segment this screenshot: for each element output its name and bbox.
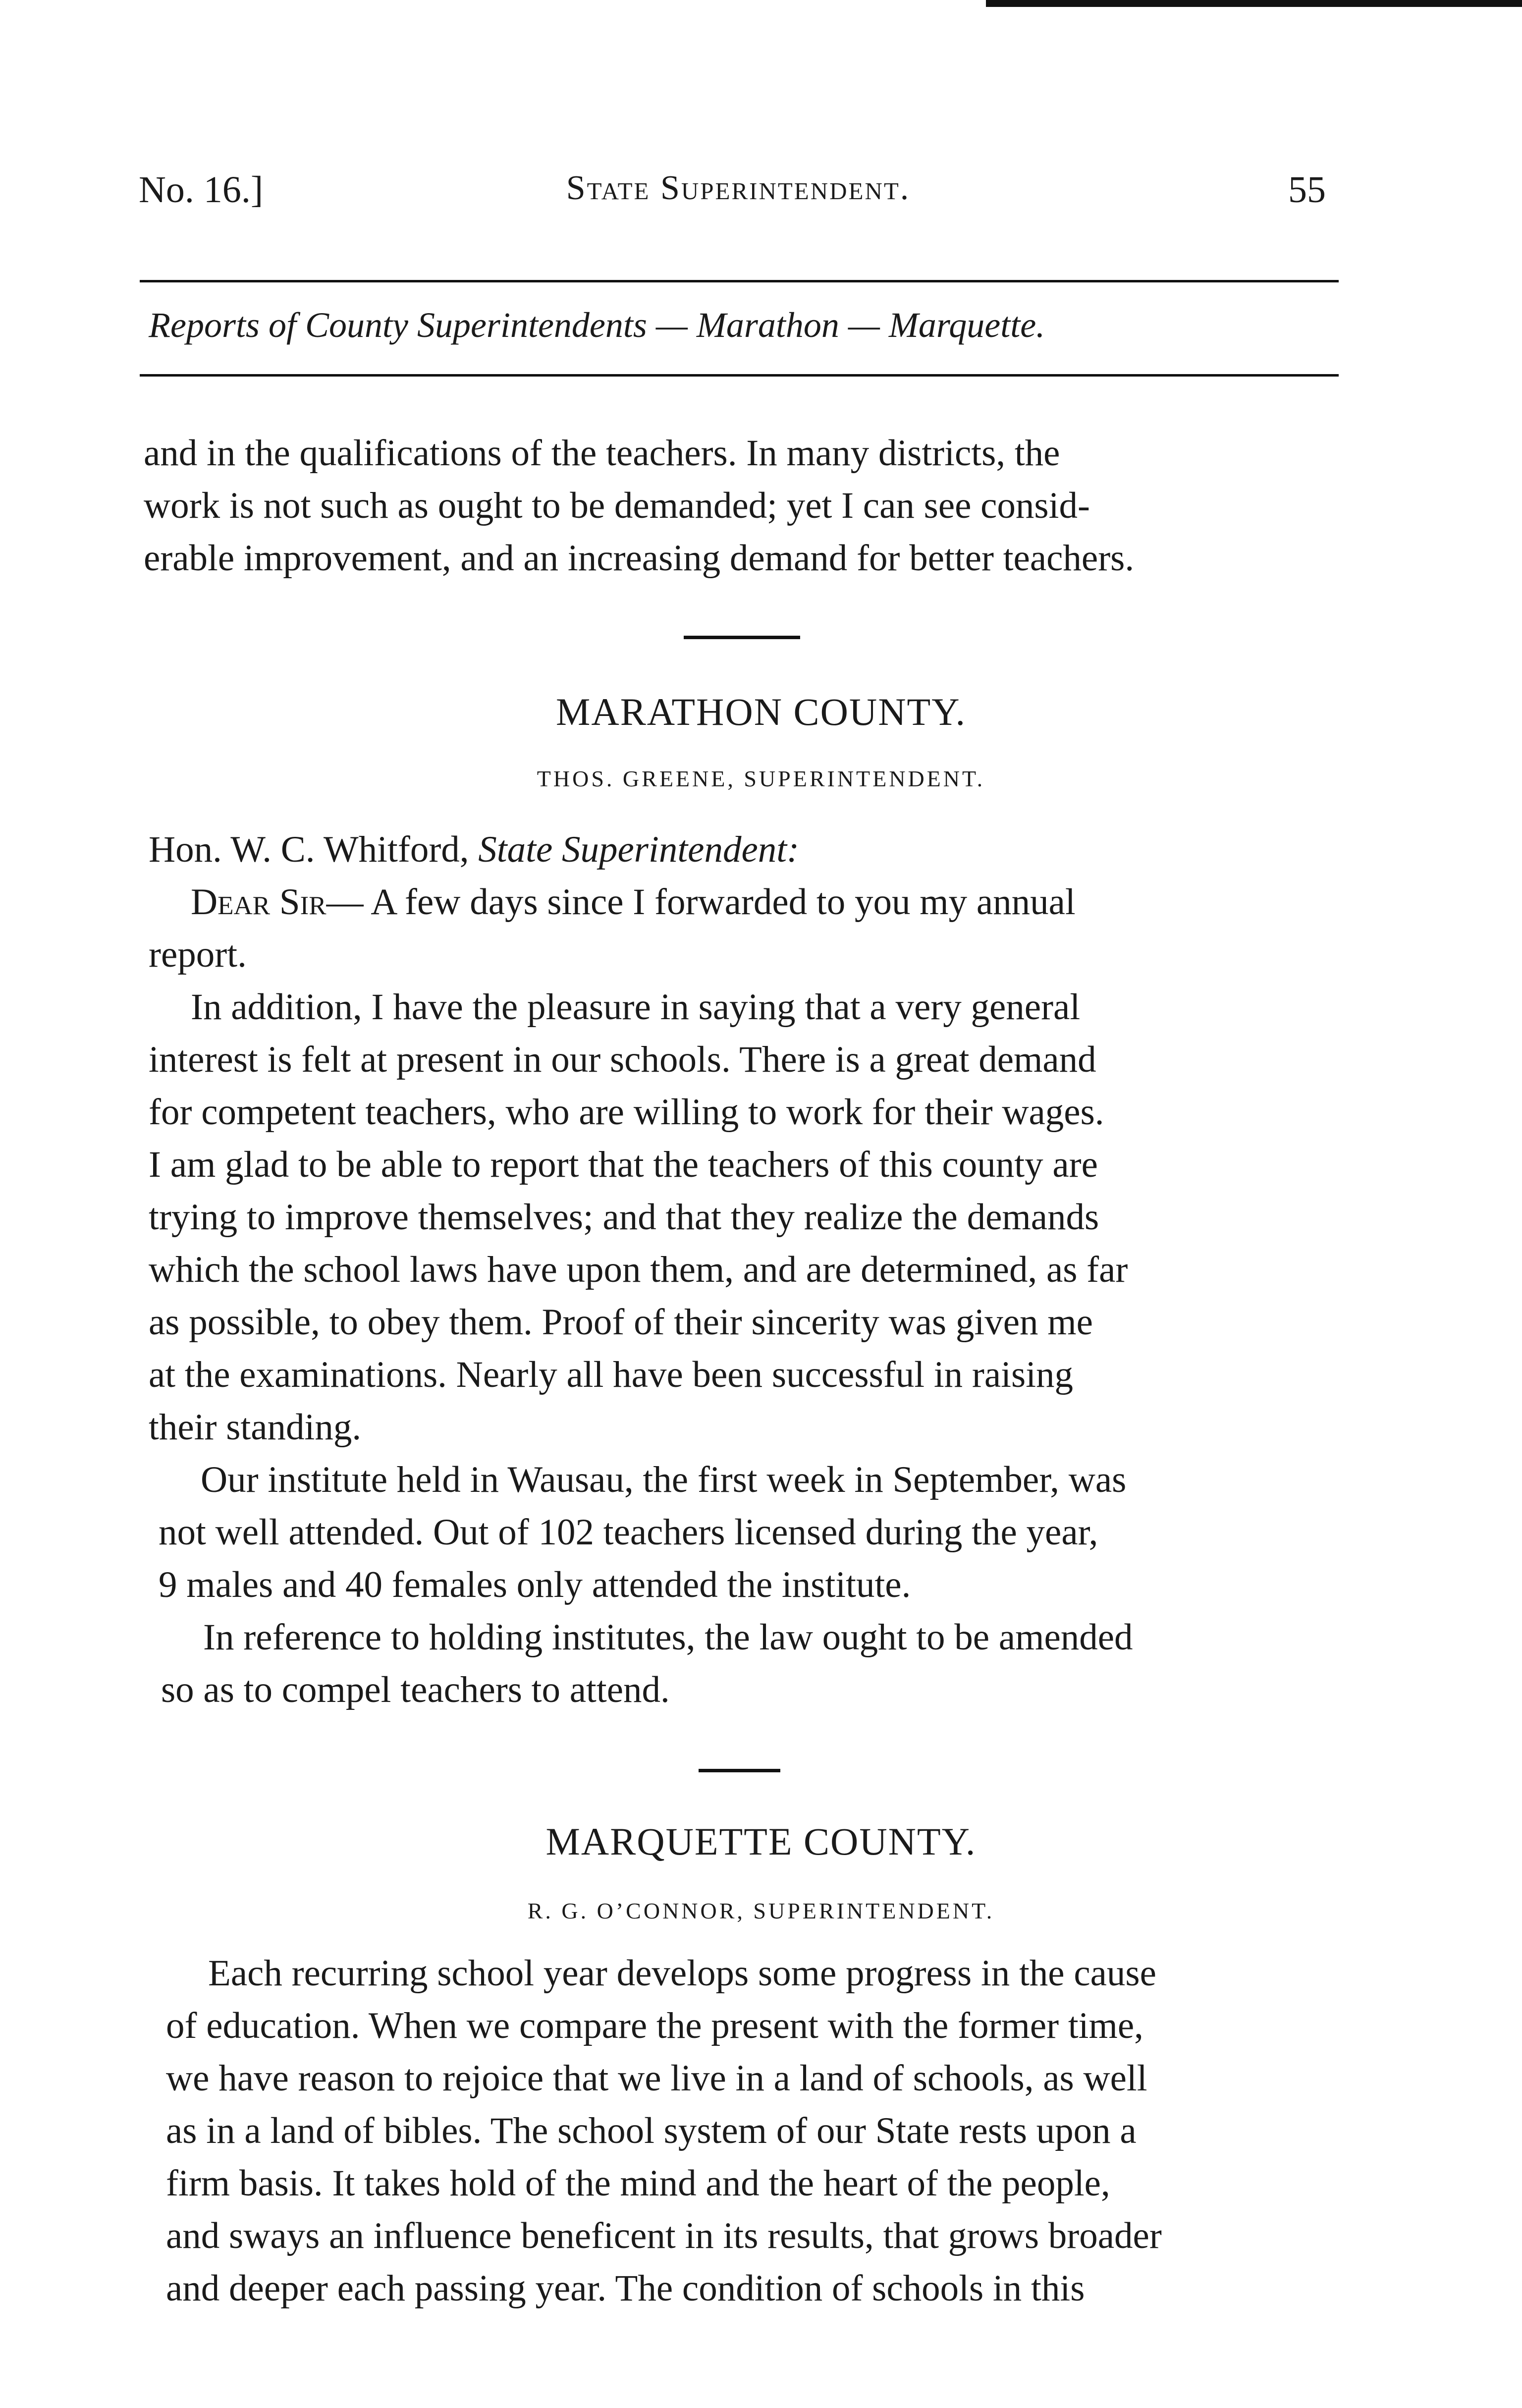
marathon-county-title: MARATHON COUNTY. xyxy=(556,690,966,733)
text-line: their standing. xyxy=(149,1407,362,1448)
text-line: so as to compel teachers to attend. xyxy=(161,1669,670,1710)
marathon-letter-opening-tail xyxy=(149,929,247,981)
text-line: I am glad to be able to report that the teachers of this county are xyxy=(149,1144,1098,1185)
page-number: 55 xyxy=(1288,169,1326,211)
text-line: and in the qualifications of the teachers. In many districts, the xyxy=(144,433,1060,474)
text-line: 9 males and 40 females only attended the institute. xyxy=(159,1564,911,1605)
text-line: as possible, to obey them. Proof of their sincerity was given me xyxy=(149,1302,1093,1343)
text-line: interest is felt at present in our schools. There is a great demand xyxy=(149,1039,1096,1080)
text-line: work is not such as ought to be demanded; yet I can see consid- xyxy=(144,485,1090,526)
text-line: erable improvement, and an increasing demand for better teachers. xyxy=(144,538,1135,579)
salutation-name: Hon. W. C. Whitford, xyxy=(149,829,469,870)
text-line: and deeper each passing year. The condition of schools in this xyxy=(166,2268,1085,2309)
marquette-paragraph xyxy=(166,1947,1162,2315)
section-subheader: Reports of County Superintendents — Marathon — Marquette. xyxy=(149,305,1045,345)
text-line: and sways an influence beneficent in its results, that grows broader xyxy=(166,2215,1162,2256)
section-divider xyxy=(699,1769,780,1772)
text-line: for competent teachers, who are willing to work for their wages. xyxy=(149,1092,1104,1133)
section-divider xyxy=(684,636,800,639)
text-line xyxy=(191,876,1076,929)
text-line: firm basis. It takes hold of the mind and the heart of the people, xyxy=(166,2163,1110,2204)
text-line: which the school laws have upon them, and are determined, as far xyxy=(149,1249,1128,1290)
marquette-county-title: MARQUETTE COUNTY. xyxy=(545,1820,977,1863)
text-line: we have reason to rejoice that we live in a land of schools, as well xyxy=(166,2058,1147,2099)
text-line: In reference to holding institutes, the law ought to be amended xyxy=(203,1617,1133,1658)
text-line: at the examinations. Nearly all have been successful in raising xyxy=(149,1354,1074,1395)
salutation-title: State Superintendent: xyxy=(478,829,800,870)
marathon-paragraph-3 xyxy=(161,1611,1133,1716)
marathon-paragraph-1 xyxy=(149,981,1128,1454)
text-line: Each recurring school year develops some progress in the cause xyxy=(208,1953,1156,1994)
dear-sir: Dear Sir xyxy=(191,881,326,923)
first-line-rest: — A few days since I forwarded to you my annual xyxy=(326,881,1076,923)
text-line: not well attended. Out of 102 teachers licensed during the year, xyxy=(159,1512,1098,1553)
marathon-letter-opening xyxy=(191,876,1076,929)
marquette-superintendent: R. G. O’CONNOR, SUPERINTENDENT. xyxy=(527,1898,995,1923)
text-line: as in a land of bibles. The school system of our State rests upon a xyxy=(166,2110,1137,2151)
text-line: of education. When we compare the present with the former time, xyxy=(166,2005,1143,2046)
document-number: No. 16.] xyxy=(139,169,264,211)
text-line: trying to improve themselves; and that they realize the demands xyxy=(149,1197,1099,1238)
scan-edge-bar xyxy=(986,0,1522,7)
header-rule-top xyxy=(140,280,1339,282)
marathon-salutation xyxy=(149,823,799,876)
salutation-line xyxy=(149,823,799,876)
marathon-paragraph-2 xyxy=(159,1454,1126,1611)
running-title: State Superintendent. xyxy=(566,169,911,207)
text-line: Our institute held in Wausau, the first week in September, was xyxy=(201,1459,1127,1500)
opening-paragraph xyxy=(144,427,1134,585)
text-line: In addition, I have the pleasure in saying that a very general xyxy=(191,986,1081,1028)
text-line: report. xyxy=(149,934,247,975)
marathon-superintendent: THOS. GREENE, SUPERINTENDENT. xyxy=(537,766,985,791)
header-rule-bottom xyxy=(140,374,1339,377)
